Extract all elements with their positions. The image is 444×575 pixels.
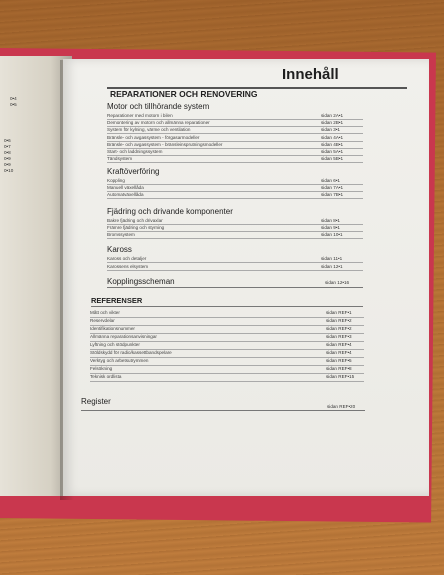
reference-rule (90, 373, 364, 374)
toc-item-rule (107, 198, 363, 199)
toc-item-page: sidan 5B•1 (321, 156, 344, 162)
toc-item-label: Reparationer med motorn i bilen (107, 113, 173, 118)
left-page-number: 0•4 (10, 96, 17, 101)
register-rule (81, 410, 365, 411)
reference-rule (90, 317, 364, 318)
left-page-number: 0•10 (4, 168, 14, 173)
section-heading: Kraftöverföring (107, 167, 160, 176)
reference-label: Lyftning och stödpunkter (90, 342, 140, 347)
reference-page: sidan REF•5 (326, 358, 352, 363)
toc-item-label: Bränsle- och avgassystem - förgasarmodeller (107, 134, 200, 140)
toc-item-page: sidan 12•1 (321, 263, 343, 269)
section-heading: Fjädring och drivande komponenter (107, 207, 233, 216)
reference-label: Verktyg och arbetsutrymmen (90, 358, 149, 363)
reference-page: sidan REF•4 (326, 342, 352, 347)
reference-page: sidan REF•2 (326, 326, 352, 331)
toc-item-label: Bromssystem (107, 232, 135, 237)
toc-item-page: sidan 6•1 (321, 178, 340, 183)
toc-item-label: Start- och laddningssystem (107, 149, 163, 154)
toc-item-page: sidan 11•1 (321, 256, 343, 261)
reference-label: Allmänna reparationsanvisningar (90, 334, 157, 339)
register-label: Register (81, 397, 111, 406)
section-heading: Motor och tillhörande system (107, 102, 210, 111)
toc-item-page: sidan 8•1 (321, 218, 340, 223)
wiring-rule (107, 287, 363, 288)
left-page-number: 0•9 (4, 162, 11, 167)
toc-item-page: sidan 10•1 (321, 232, 343, 237)
toc-item-label: Karossens elsystem (107, 263, 149, 269)
toc-item-page: sidan 4A•1 (321, 134, 344, 140)
toc-item-rule (107, 270, 363, 271)
toc-item-label: Främre fjädring och styrning (107, 225, 165, 230)
toc-item-label: Bakre fjädring och drivaxlar (107, 218, 163, 223)
left-page-number: 0•5 (10, 102, 17, 107)
reference-label: Identifikationsnummer (90, 326, 135, 331)
left-page-number: 0•8 (4, 150, 11, 155)
page-title: Innehåll (282, 66, 339, 83)
toc-item-page: sidan 7B•1 (321, 192, 344, 197)
reference-page: sidan REF•8 (326, 366, 352, 371)
toc-item-label: Automatväxellåda (107, 192, 144, 197)
left-page-number: 0•7 (4, 144, 11, 149)
toc-item-label: Tändsystem (107, 156, 133, 162)
left-page-number: 0•6 (4, 138, 11, 143)
main-heading: REPARATIONER OCH RENOVERING (110, 89, 258, 99)
references-heading: REFERENSER (91, 296, 143, 305)
register-page: sidan REF•20 (327, 404, 356, 409)
wiring-label: Kopplingsscheman (107, 277, 175, 286)
reference-label: Felsökning (90, 366, 113, 371)
toc-item-page: sidan 7A•1 (321, 185, 344, 190)
reference-rule (90, 365, 364, 366)
reference-label: Mått och vikter (90, 310, 120, 315)
toc-item-page: sidan 2A•1 (321, 113, 344, 118)
toc-item-label: Demontering av motorn och allmänna reparationer (107, 120, 210, 126)
reference-page: sidan REF•2 (326, 318, 352, 323)
references-rule (91, 306, 363, 307)
toc-item-label: Kaross och detaljer (107, 256, 147, 261)
toc-item-label: Bränsle- och avgassystem - bränsleinsprutningsmodeller (107, 141, 223, 147)
reference-rule (90, 381, 364, 382)
toc-item-label: Koppling (107, 178, 125, 183)
toc-item-page: sidan 3•1 (321, 127, 340, 133)
reference-page: sidan REF•1 (326, 310, 352, 315)
reference-page: sidan REF•15 (326, 374, 355, 379)
toc-item-rule (107, 238, 363, 239)
toc-item-label: System för kylning, värme och ventilation (107, 127, 191, 133)
wiring-page: sidan 12•16 (325, 280, 350, 285)
reference-label: Teknisk ordlista (90, 374, 122, 379)
toc-item-page: sidan 2B•1 (321, 120, 344, 126)
section-heading: Kaross (107, 245, 132, 254)
reference-page: sidan REF•3 (326, 334, 352, 339)
left-page-number: 0•9 (4, 156, 11, 161)
reference-label: Stöldskydd för radio/kassettbandspelare (90, 350, 172, 355)
toc-item-rule (107, 162, 363, 163)
toc-item-page: sidan 5A•1 (321, 149, 344, 154)
toc-item-rule (107, 262, 363, 263)
toc-item-page: sidan 9•1 (321, 225, 340, 230)
toc-item-label: Manuell växellåda (107, 185, 144, 190)
toc-item-page: sidan 4B•1 (321, 141, 344, 147)
reference-label: Reservdelar (90, 318, 115, 323)
reference-page: sidan REF•4 (326, 350, 352, 355)
contents-page (63, 59, 429, 496)
